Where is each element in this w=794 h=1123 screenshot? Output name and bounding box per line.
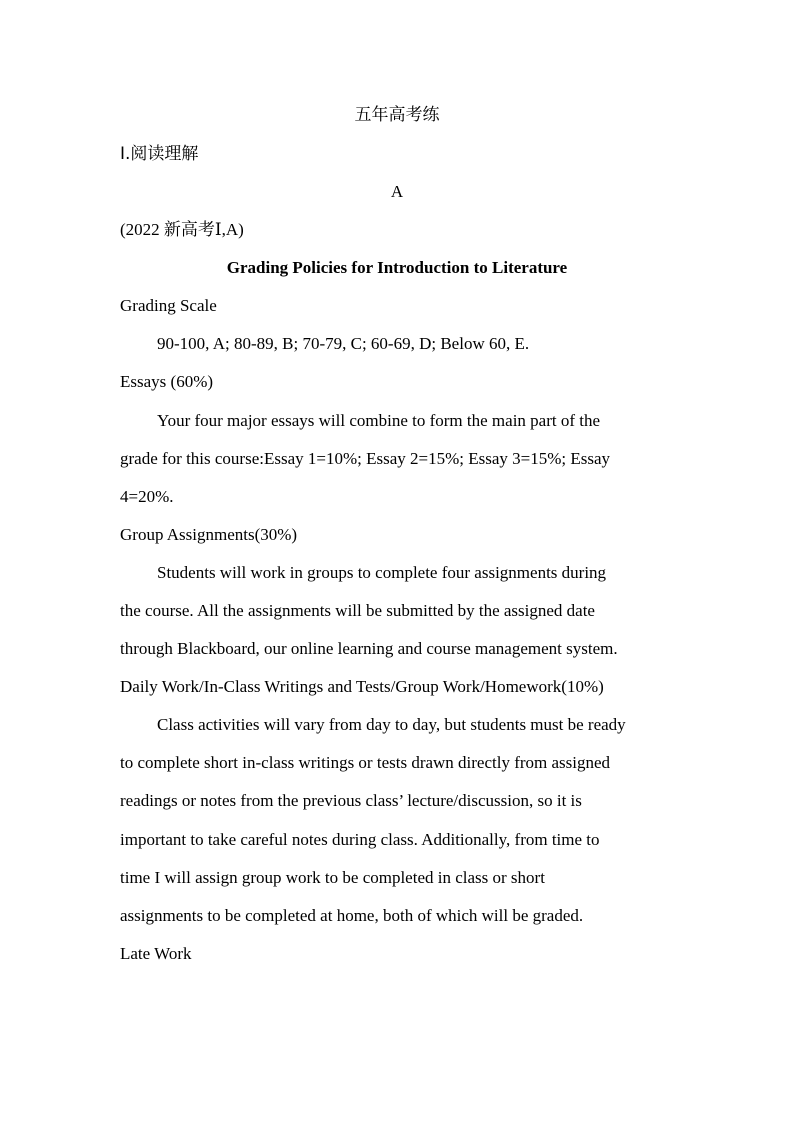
group-paragraph-line: the course. All the assignments will be submitted by the assigned date <box>120 601 595 620</box>
group-assignments-heading: Group Assignments(30%) <box>120 525 298 544</box>
source-note: (2022 新高考Ⅰ,A) <box>120 220 244 239</box>
passage-label: A <box>390 182 404 201</box>
page-title: 五年高考练 <box>354 105 440 125</box>
essays-paragraph-line: grade for this course:Essay 1=10%; Essay 2=15%; Essay 3=15%; Essay <box>120 449 611 468</box>
group-paragraph-line: through Blackboard, our online learning and course management system. <box>120 639 618 658</box>
essays-paragraph-line: 4=20%. <box>120 487 174 506</box>
daily-paragraph-line: important to take careful notes during class. Additionally, from time to <box>120 830 600 849</box>
daily-paragraph-line: Class activities will vary from day to day, but students must be ready <box>157 715 626 734</box>
group-paragraph-line: Students will work in groups to complete four assignments during <box>157 563 607 582</box>
daily-work-heading: Daily Work/In-Class Writings and Tests/Group Work/Homework(10%) <box>120 677 604 696</box>
daily-paragraph-line: readings or notes from the previous class’ lecture/discussion, so it is <box>120 791 582 810</box>
daily-paragraph-line: time I will assign group work to be completed in class or short <box>120 868 545 887</box>
daily-paragraph-line: to complete short in-class writings or tests drawn directly from assigned <box>120 753 611 772</box>
essays-heading: Essays (60%) <box>120 372 214 391</box>
grading-scale-text: 90-100, A; 80-89, B; 70-79, C; 60-69, D; Below 60, E. <box>157 334 530 353</box>
daily-paragraph-line: assignments to be completed at home, both of which will be graded. <box>120 906 584 925</box>
section-heading: Ⅰ.阅读理解 <box>120 144 199 164</box>
late-work-heading: Late Work <box>120 944 192 963</box>
article-title: Grading Policies for Introduction to Literature <box>226 258 568 277</box>
essays-paragraph-line: Your four major essays will combine to form the main part of the <box>157 411 601 430</box>
grading-scale-heading: Grading Scale <box>120 296 217 315</box>
